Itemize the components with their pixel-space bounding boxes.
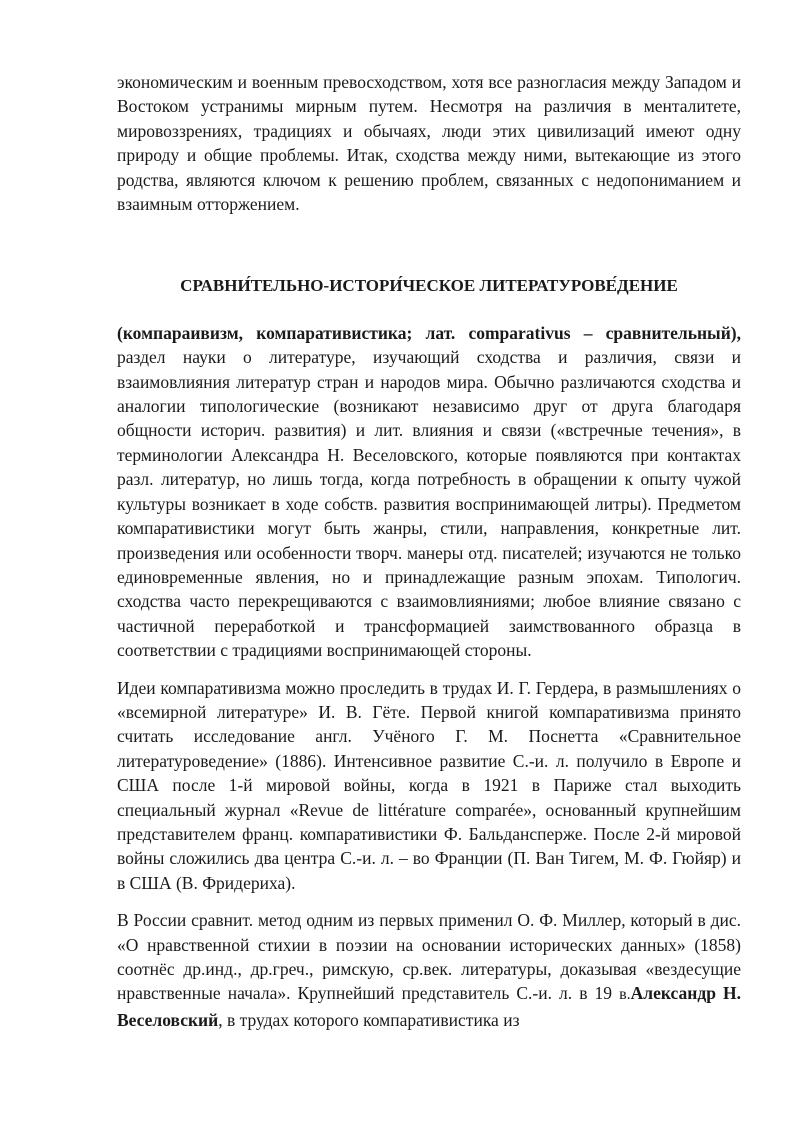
russia-tail: , в трудах которого компаративистика из: [218, 1009, 520, 1030]
document-page: [117, 70, 741, 1032]
paragraph-intro: экономическим и военным превосходством, хотя все разногласия между Западом и Востоком устранимы мирным путем. Несмотря на различия в менталитете, мировоззрениях, традициях и обычаях, люди этих цивилизаций имеют одну природу и общие проблемы. Итак, сходства между ними, вытекающие из этого родства, являются ключом к решению проблем, связанных с недопониманием и взаимным отторжением.: [117, 72, 741, 215]
definition-term: (компараивизм, компаративистика; лат. comparativus – сравнительный),: [117, 322, 741, 343]
paragraph-russia: [117, 908, 741, 1032]
century-abbrev: в.: [619, 986, 631, 1004]
section-heading: СРАВНИ́ТЕЛЬНО-ИСТОРИ́ЧЕСКОЕ ЛИТЕРАТУРОВЕ́ДЕНИЕ: [180, 276, 678, 296]
paragraph-definition: [117, 321, 741, 663]
author-name: Александр Н. Веселовский: [117, 983, 741, 1030]
paragraph-history: Идеи компаративизма можно проследить в трудах И. Г. Гердера, в размышлениях о «всемирной литературе» И. В. Гёте. Первой книгой компаративизма принято считать исследование англ. Учёного Г. М. Поснетта «Сравнительное литературоведение» (1886). Интенсивное развитие С.-и. л. получило в Европе и США после 1-й мировой войны, когда в 1921 в Париже стал выходить специальный журнал «Revue de littérature comparée», основанный крупнейшим представителем франц. компаративистики Ф. Бальдансперже. После 2-й мировой войны сложились два центра С.-и. л. – во Франции (П. Ван Тигем, М. Ф. Гюйяр) и в США (В. Фридериха).: [117, 677, 741, 893]
russia-text: В России сравнит. метод одним из первых применил О. Ф. Миллер, который в дис. «О нравственной стихии в поэзии на основании исторических данных» (1858) соотнёс др.инд., др.греч., римскую, ср.век. литературы, доказывая «вездесущие нравственные начала». Крупнейший представитель С.-и. л. в 19: [117, 910, 741, 1004]
definition-text: раздел науки о литературе, изучающий сходства и различия, связи и взаимовлияния литератур стран и народов мира. Обычно различаются сходства и аналогии типологические (возникают независимо друг от друга благодаря общности историч. развития) и лит. влияния и связи («встречные течения», в терминологии Александра Н. Веселовского, которые появляются при контактах разл. литератур, но лишь тогда, когда потребность в обращении к опыту чужой культуры возникает в ходе собств. развития воспринимающей литры). Предметом компаративистики могут быть жанры, стили, направления, конкретные лит. произведения или особенности творч. манеры отд. писателей; изучаются не только единовременные явления, но и принадлежащие разным эпохам. Типологич. сходства часто перекрещиваются с взаимовлияниями; любое влияние связано с частичной переработкой и трансформацией заимствованного образца в соответствии с традициями воспринимающей стороны.: [117, 347, 741, 661]
